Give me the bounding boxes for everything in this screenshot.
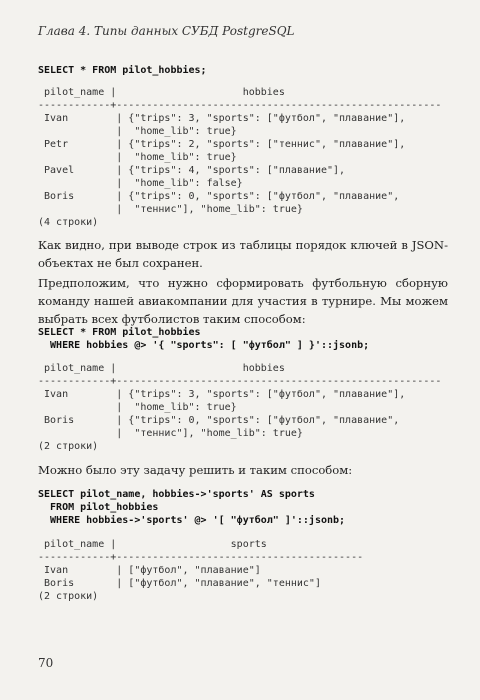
sql-query-1: SELECT * FROM pilot_hobbies; xyxy=(38,65,207,76)
paragraph-2: Предположим, что нужно сформировать футбольную сборную команду нашей авиакомпании для участия в турнире. Мы можем выбрать всех футболистов таким способом: xyxy=(38,276,448,326)
result-table-1: pilot_name | hobbies ------------+------------------------------------------------------ Ivan | {"trips": 3, "sports": ["футбол", "плавание"], | "home_lib": true} Petr | {"trips": 2, "sports": ["теннис", "плавание"], | "home_lib": true} Pavel | {"trips": 4, "sports": ["плавание"], | "home_lib": false} Boris | {"trips": 0, "sports": ["футбол", "плавание", | "теннис"], "home_lib": true} (4 строки) xyxy=(38,87,442,228)
paragraph-3: Можно было эту задачу решить и таким способом: xyxy=(38,463,353,477)
paragraph-1: Как видно, при выводе строк из таблицы порядок ключей в JSON-объектах не был сохранен. xyxy=(38,238,448,270)
page-header: Глава 4. Типы данных СУБД PostgreSQL xyxy=(38,24,295,38)
sql-query-3: SELECT pilot_name, hobbies->'sports' AS sports FROM pilot_hobbies WHERE hobbies->'sports' @> '[ "футбол" ]'::jsonb; xyxy=(38,489,346,526)
result-table-2: pilot_name | hobbies ------------+------------------------------------------------------ Ivan | {"trips": 3, "sports": ["футбол", "плавание"], | "home_lib": true} Boris | {"trips": 0, "sports": ["футбол", "плавание", | "теннис"], "home_lib": true} (2 строки) xyxy=(38,363,442,452)
result-table-3: pilot_name | sports ------------+----------------------------------------- Ivan | ["футбол", "плавание"] Boris | ["футбол", "плавание", "теннис"] (2 строки) xyxy=(38,539,364,602)
page-number: 70 xyxy=(38,656,54,670)
sql-query-2: SELECT * FROM pilot_hobbies WHERE hobbies @> '{ "sports": [ "футбол" ] }'::jsonb; xyxy=(38,327,370,351)
